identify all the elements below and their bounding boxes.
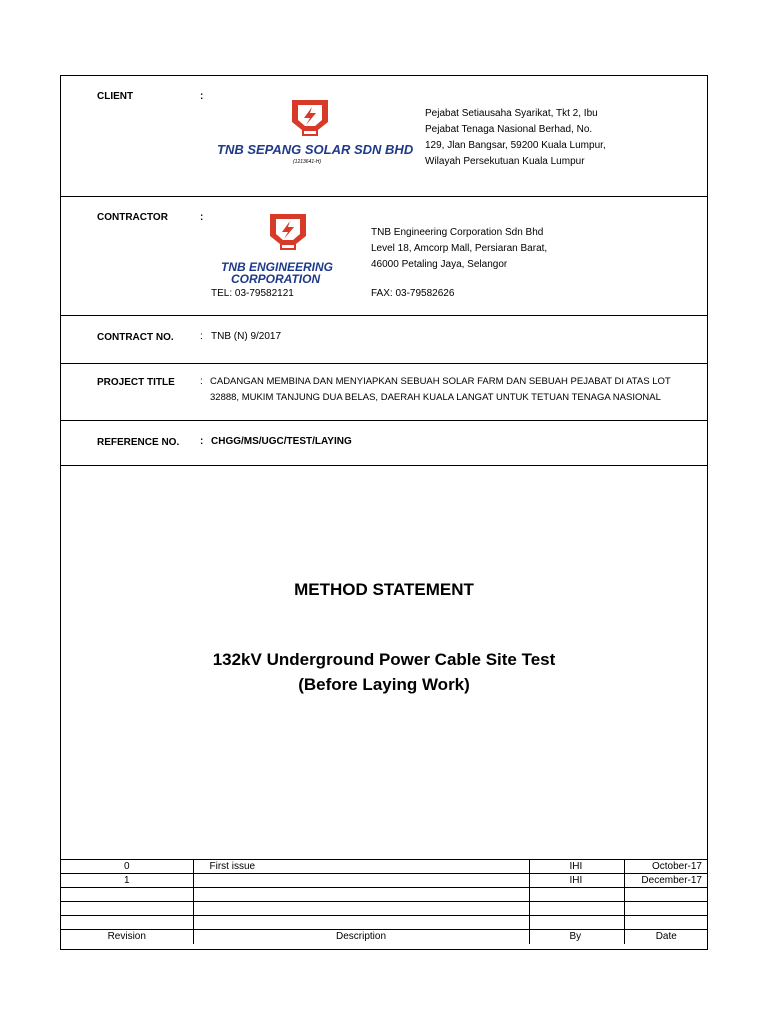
table-header-row <box>61 930 708 944</box>
client-address <box>425 106 606 170</box>
reference-no-value: CHGG/MS/UGC/TEST/LAYING <box>211 436 352 447</box>
contractor-address-line: Level 18, Amcorp Mall, Persiaran Barat, <box>371 243 548 254</box>
description-cell <box>193 902 529 916</box>
client-address-line: Pejabat Tenaga Nasional Berhad, No. <box>425 124 593 135</box>
date-cell <box>624 916 708 930</box>
project-title-label: PROJECT TITLE <box>97 377 175 388</box>
revision-cell <box>61 888 193 902</box>
table-row <box>61 874 708 888</box>
description-cell <box>193 874 529 888</box>
tnb-logo-icon <box>266 209 310 255</box>
table-row <box>61 888 708 902</box>
revision-cell: 1 <box>61 874 193 888</box>
revision-cell: 0 <box>61 860 193 874</box>
project-title-line: CADANGAN MEMBINA DAN MENYIAPKAN SEBUAH SOLAR FARM DAN SEBUAH PEJABAT DI ATAS LOT <box>210 376 671 387</box>
revision-table <box>61 859 708 944</box>
by-cell <box>529 916 624 930</box>
by-cell: IHI <box>529 874 624 888</box>
client-address-line: 129, Jlan Bangsar, 59200 Kuala Lumpur, <box>425 140 606 151</box>
date-cell <box>624 902 708 916</box>
date-cell: December-17 <box>624 874 708 888</box>
contract-no-section <box>61 316 707 364</box>
reference-no-label: REFERENCE NO. <box>97 437 180 448</box>
by-cell <box>529 888 624 902</box>
client-section <box>61 76 707 197</box>
revision-cell <box>61 902 193 916</box>
client-label: CLIENT <box>97 91 134 102</box>
client-company-name: TNB SEPANG SOLAR SDN BHD <box>217 142 414 157</box>
contractor-colon: : <box>200 212 204 223</box>
project-title-text <box>210 374 705 406</box>
project-title-line: 32888, MUKIM TANJUNG DUA BELAS, DAERAH KUALA LANGAT UNTUK TETUAN TENAGA NASIONAL <box>210 392 661 403</box>
contractor-fax: FAX: 03-79582626 <box>371 288 455 299</box>
project-title-colon: : <box>200 376 203 387</box>
client-colon: : <box>200 91 204 102</box>
description-cell: First issue <box>193 860 529 874</box>
document-sheet <box>60 75 708 950</box>
table-row <box>61 916 708 930</box>
client-address-line: Wilayah Persekutuan Kuala Lumpur <box>425 156 585 167</box>
contract-no-value: TNB (N) 9/2017 <box>211 331 282 342</box>
description-header: Description <box>193 930 529 944</box>
date-header: Date <box>624 930 708 944</box>
contractor-address-line: 46000 Petaling Jaya, Selangor <box>371 259 508 270</box>
table-row <box>61 860 708 874</box>
contract-no-label: CONTRACT NO. <box>97 332 174 343</box>
contractor-label: CONTRACTOR <box>97 212 168 223</box>
contractor-logo-line1: TNB ENGINEERING <box>221 260 334 274</box>
contractor-address <box>371 225 547 273</box>
by-header: By <box>529 930 624 944</box>
contractor-section <box>61 197 707 316</box>
contractor-tel: TEL: 03-79582121 <box>211 288 294 299</box>
document-title: METHOD STATEMENT <box>294 580 474 599</box>
description-cell <box>193 916 529 930</box>
revision-cell <box>61 916 193 930</box>
contractor-address-line: TNB Engineering Corporation Sdn Bhd <box>371 227 544 238</box>
table-row <box>61 902 708 916</box>
tnb-logo-icon <box>288 96 332 140</box>
contract-no-colon: : <box>200 331 203 342</box>
client-address-line: Pejabat Setiausaha Syarikat, Tkt 2, Ibu <box>425 108 598 119</box>
client-company-reg: (1213641-H) <box>293 159 322 165</box>
description-cell <box>193 888 529 902</box>
project-title-section <box>61 364 707 421</box>
by-cell: IHI <box>529 860 624 874</box>
document-subtitle-1: 132kV Underground Power Cable Site Test <box>212 650 556 669</box>
reference-no-section <box>61 421 707 466</box>
date-cell: October-17 <box>624 860 708 874</box>
document-subtitle-2: (Before Laying Work) <box>298 675 470 694</box>
reference-no-colon: : <box>200 436 204 447</box>
date-cell <box>624 888 708 902</box>
by-cell <box>529 902 624 916</box>
contractor-logo-line2: CORPORATION <box>231 272 321 286</box>
revision-header: Revision <box>61 930 193 944</box>
